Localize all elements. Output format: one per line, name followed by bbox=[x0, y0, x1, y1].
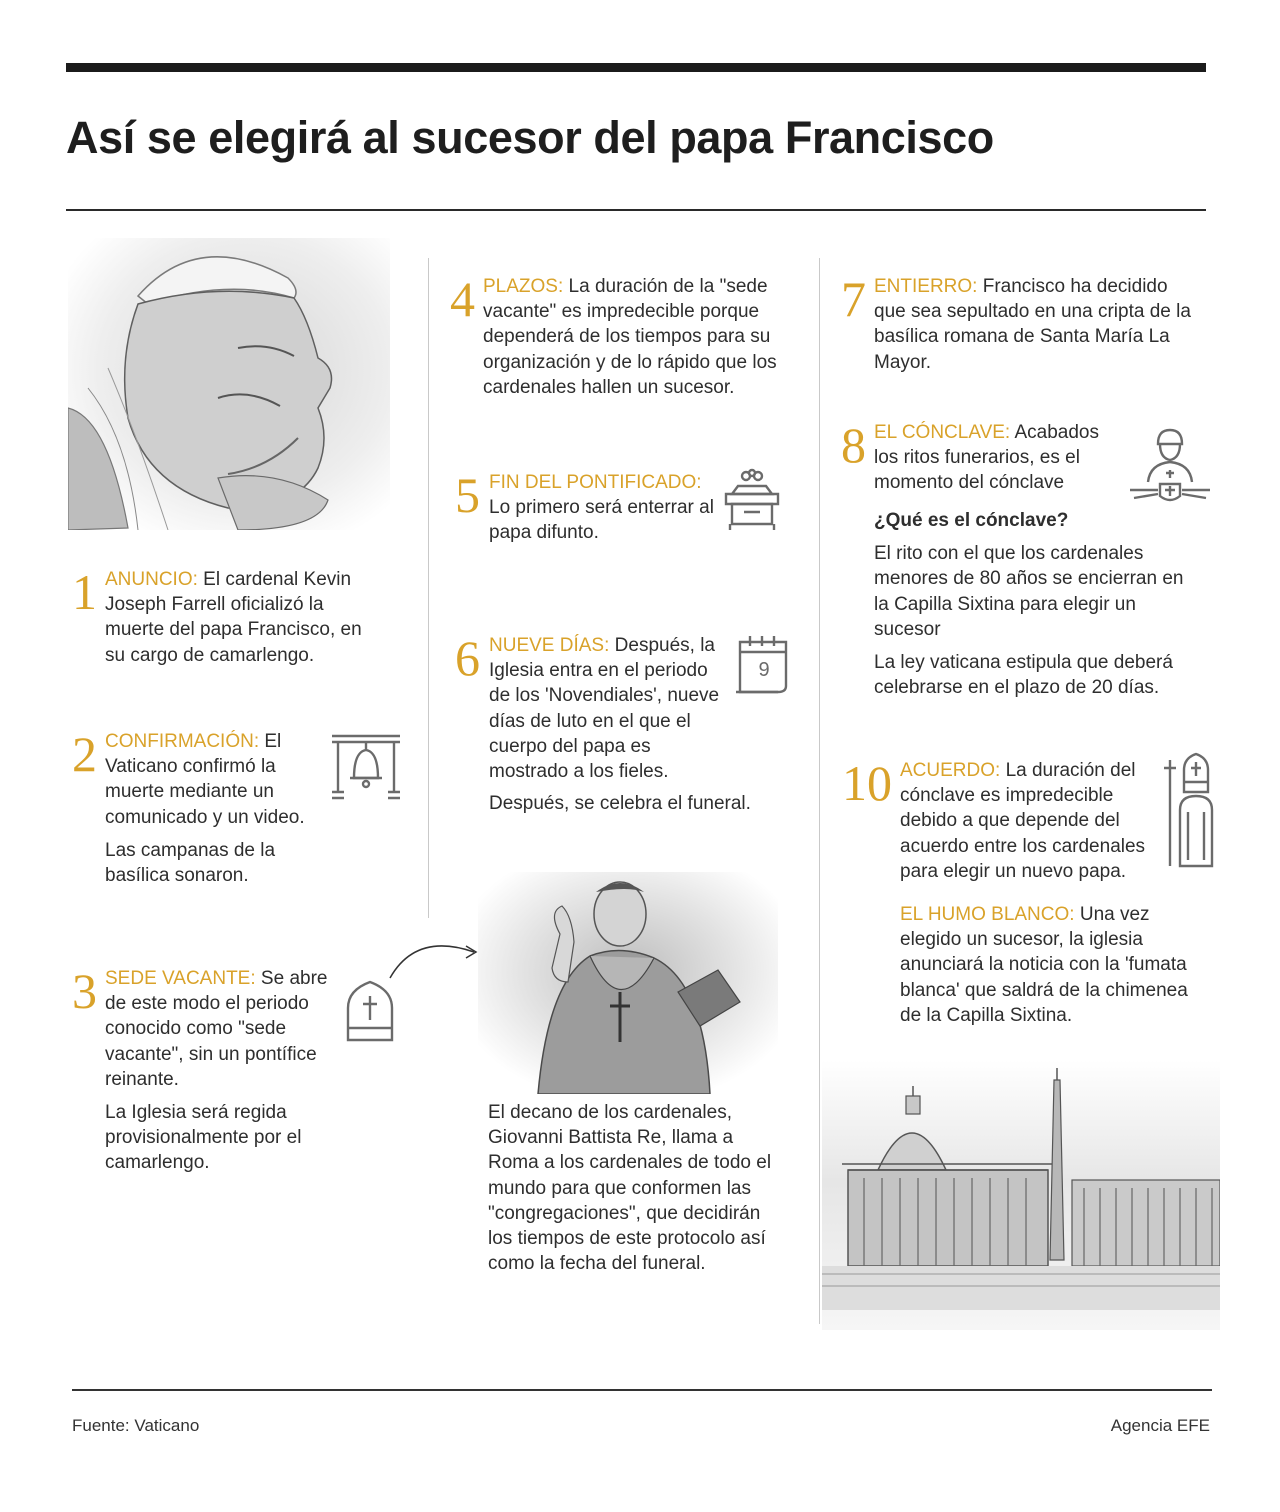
top-rule bbox=[66, 63, 1206, 72]
step-extra: El rito con el que los cardenales menores de 80 años se encierran en la Capilla Sixtina para elegir un sucesor bbox=[874, 543, 1184, 640]
step-5 bbox=[489, 470, 714, 546]
page-title: Así se elegirá al sucesor del papa Francisco bbox=[66, 112, 994, 163]
dean-caption-text: El decano de los cardenales, Giovanni Battista Re, llama a Roma a los cardenales de todo el mundo para que conformen las "congregaciones", que decidirán los tiempos de este protocolo así como la fecha del funeral. bbox=[488, 1102, 772, 1275]
step-text: La duración del cónclave es impredecible debido a que depende del acuerdo entre los cardenales para elegir un nuevo papa. bbox=[900, 760, 1146, 882]
cardinal-icon bbox=[1128, 426, 1212, 506]
step-number-4: 4 bbox=[450, 271, 475, 327]
dean-caption bbox=[488, 1100, 788, 1276]
step-number-2: 2 bbox=[72, 726, 97, 782]
step-text: Francisco ha decidido que sea sepultado en una cripta de la basílica romana de Santa María La Mayor. bbox=[874, 276, 1191, 373]
conclave-subheading: ¿Qué es el cónclave? bbox=[874, 510, 1069, 531]
st-peters-basilica-illustration bbox=[822, 1060, 1220, 1330]
column-separator-left bbox=[428, 258, 429, 918]
step-text: La duración de la "sede vacante" es impredecible porque dependerá de los tiempos para su organización y de lo rápido que los cardenales hallen un sucesor. bbox=[483, 276, 777, 398]
step-label: FIN DEL PONTIFICADO: bbox=[489, 472, 702, 493]
step-label: ACUERDO: bbox=[900, 760, 1001, 781]
calendar-icon bbox=[734, 634, 792, 696]
step-number-3: 3 bbox=[72, 963, 97, 1019]
step-number-1: 1 bbox=[72, 564, 97, 620]
step-label: SEDE VACANTE: bbox=[105, 968, 256, 989]
step-text: Se abre de este modo el periodo conocido como "sede vacante", sin un pontífice reinante. bbox=[105, 968, 328, 1090]
step-text: El cardenal Kevin Joseph Farrell oficializó la muerte del papa Francisco, en su cargo de camarlengo. bbox=[105, 569, 362, 666]
coffin-icon bbox=[722, 468, 782, 534]
step-extra: Después, se celebra el funeral. bbox=[489, 793, 751, 814]
step-label: PLAZOS: bbox=[483, 276, 564, 297]
white-smoke-text: Una vez elegido un sucesor, la iglesia anunciará la noticia con la 'fumata blanca' que saldrá de la chimenea de la Capilla Sixtina. bbox=[900, 904, 1188, 1026]
step-extra: Las campanas de la basílica sonaron. bbox=[105, 839, 276, 887]
white-smoke-label: EL HUMO BLANCO: bbox=[900, 904, 1075, 925]
step-number-10: 10 bbox=[842, 755, 892, 811]
step-extra-2: La ley vaticana estipula que deberá celebrarse en el plazo de 20 días. bbox=[874, 652, 1173, 699]
step-text: El Vaticano confirmó la muerte mediante un comunicado y un video. bbox=[105, 731, 305, 828]
footer-rule bbox=[72, 1389, 1212, 1391]
step-label: EL CÓNCLAVE: bbox=[874, 422, 1011, 443]
dean-illustration bbox=[478, 872, 778, 1094]
step-text: Lo primero será enterrar al papa difunto. bbox=[489, 497, 714, 544]
step-number-7: 7 bbox=[841, 271, 866, 327]
step-label: CONFIRMACIÓN: bbox=[105, 731, 260, 752]
title-rule bbox=[66, 209, 1206, 211]
step-10 bbox=[900, 758, 1160, 884]
step-4 bbox=[483, 274, 793, 400]
step-2 bbox=[105, 729, 325, 888]
step-number-8: 8 bbox=[841, 417, 866, 473]
source-note: Fuente: Vaticano bbox=[72, 1416, 200, 1435]
step-3 bbox=[105, 966, 340, 1176]
step-label: NUEVE DÍAS: bbox=[489, 635, 610, 656]
arrow-icon bbox=[386, 938, 486, 982]
step-6 bbox=[489, 633, 734, 784]
step-1 bbox=[105, 567, 370, 668]
pope-icon bbox=[1160, 752, 1216, 868]
step-number-6: 6 bbox=[455, 630, 480, 686]
step-10-extra bbox=[900, 902, 1195, 1028]
column-separator-right bbox=[819, 258, 820, 1324]
step-text: Acabados los ritos funerarios, es el momento del cónclave bbox=[874, 422, 1099, 494]
calendar-icon-day: 9 bbox=[758, 659, 770, 681]
step-label: ANUNCIO: bbox=[105, 569, 198, 590]
step-6-extra bbox=[489, 791, 789, 816]
step-extra: La Iglesia será regida provisionalmente por el camarlengo. bbox=[105, 1102, 302, 1174]
step-text: Después, la Iglesia entra en el periodo de los 'Novendiales', nueve días de luto en el que el cuerpo del papa es mostrado a los fieles. bbox=[489, 635, 720, 783]
step-8-extra bbox=[874, 508, 1194, 700]
step-7 bbox=[874, 274, 1194, 375]
step-8 bbox=[874, 420, 1119, 496]
agency-credit: Agencia EFE bbox=[1110, 1416, 1210, 1435]
step-label: ENTIERRO: bbox=[874, 276, 978, 297]
mitre-icon bbox=[342, 978, 398, 1046]
pope-francis-illustration bbox=[68, 238, 390, 530]
step-number-5: 5 bbox=[455, 467, 480, 523]
bell-icon bbox=[330, 732, 402, 802]
